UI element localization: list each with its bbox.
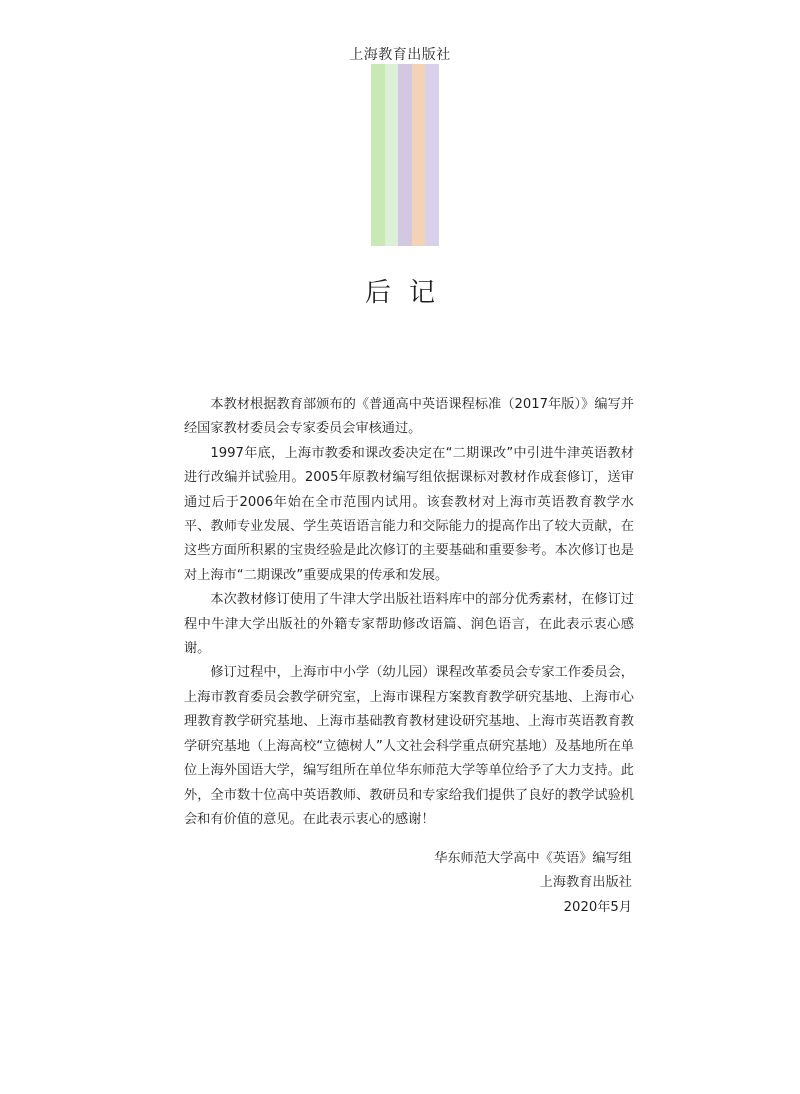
stripe-1 xyxy=(371,64,385,246)
afterword-body xyxy=(184,393,634,832)
decorative-color-stripes xyxy=(371,64,439,246)
publisher-header: 上海教育出版社 xyxy=(349,47,451,63)
paragraph-1: 本教材根据教育部颁布的《普通高中英语课程标准（2017年版）》编写并经国家教材委员会专家委员会审核通过。 xyxy=(184,397,634,437)
signature-block xyxy=(434,847,632,920)
stripe-5 xyxy=(425,64,439,246)
signature-editor: 华东师范大学高中《英语》编写组 xyxy=(434,851,632,866)
stripe-3 xyxy=(398,64,412,246)
stripe-2 xyxy=(385,64,399,246)
signature-date: 2020年5月 xyxy=(563,899,632,915)
signature-publisher: 上海教育出版社 xyxy=(539,875,632,891)
paragraph-3: 本次教材修订使用了牛津大学出版社语料库中的部分优秀素材，在修订过程中牛津大学出版社的外籍专家帮助修改语篇、润色语言，在此表示衷心感谢。 xyxy=(184,592,634,657)
paragraph-4: 修订过程中，上海市中小学（幼儿园）课程改革委员会专家工作委员会，上海市教育委员会教学研究室，上海市课程方案教育教学研究基地、上海市心理教育教学研究基地、上海市基础教育教材建设研究基地、上海市英语教育教学研究基地（上海高校“立德树人”人文社会科学重点研究基地）及基地所在单位上海外国语大学，编写组所在单位华东师范大学等单位给予了大力支持。此外，全市数十位高中英语教师、教研员和专家给我们提供了良好的教学试验机会和有价值的意见。在此表示衷心的感谢！ xyxy=(184,665,634,827)
paragraph-2: 1997年底，上海市教委和课改委决定在“二期课改”中引进牛津英语教材进行改编并试验用。2005年原教材编写组依据课标对教材作成套修订，送审通过后于2006年始在全市范围内试用。该套教材对上海市英语教育教学水平、教师专业发展、学生英语语言能力和交际能力的提高作出了较大贡献，在这些方面所积累的宝贵经验是此次修订的主要基础和重要参考。本次修订也是对上海市“二期课改”重要成果的传承和发展。 xyxy=(184,445,634,583)
page-title: 后记 xyxy=(364,278,453,308)
stripe-4 xyxy=(412,64,426,246)
